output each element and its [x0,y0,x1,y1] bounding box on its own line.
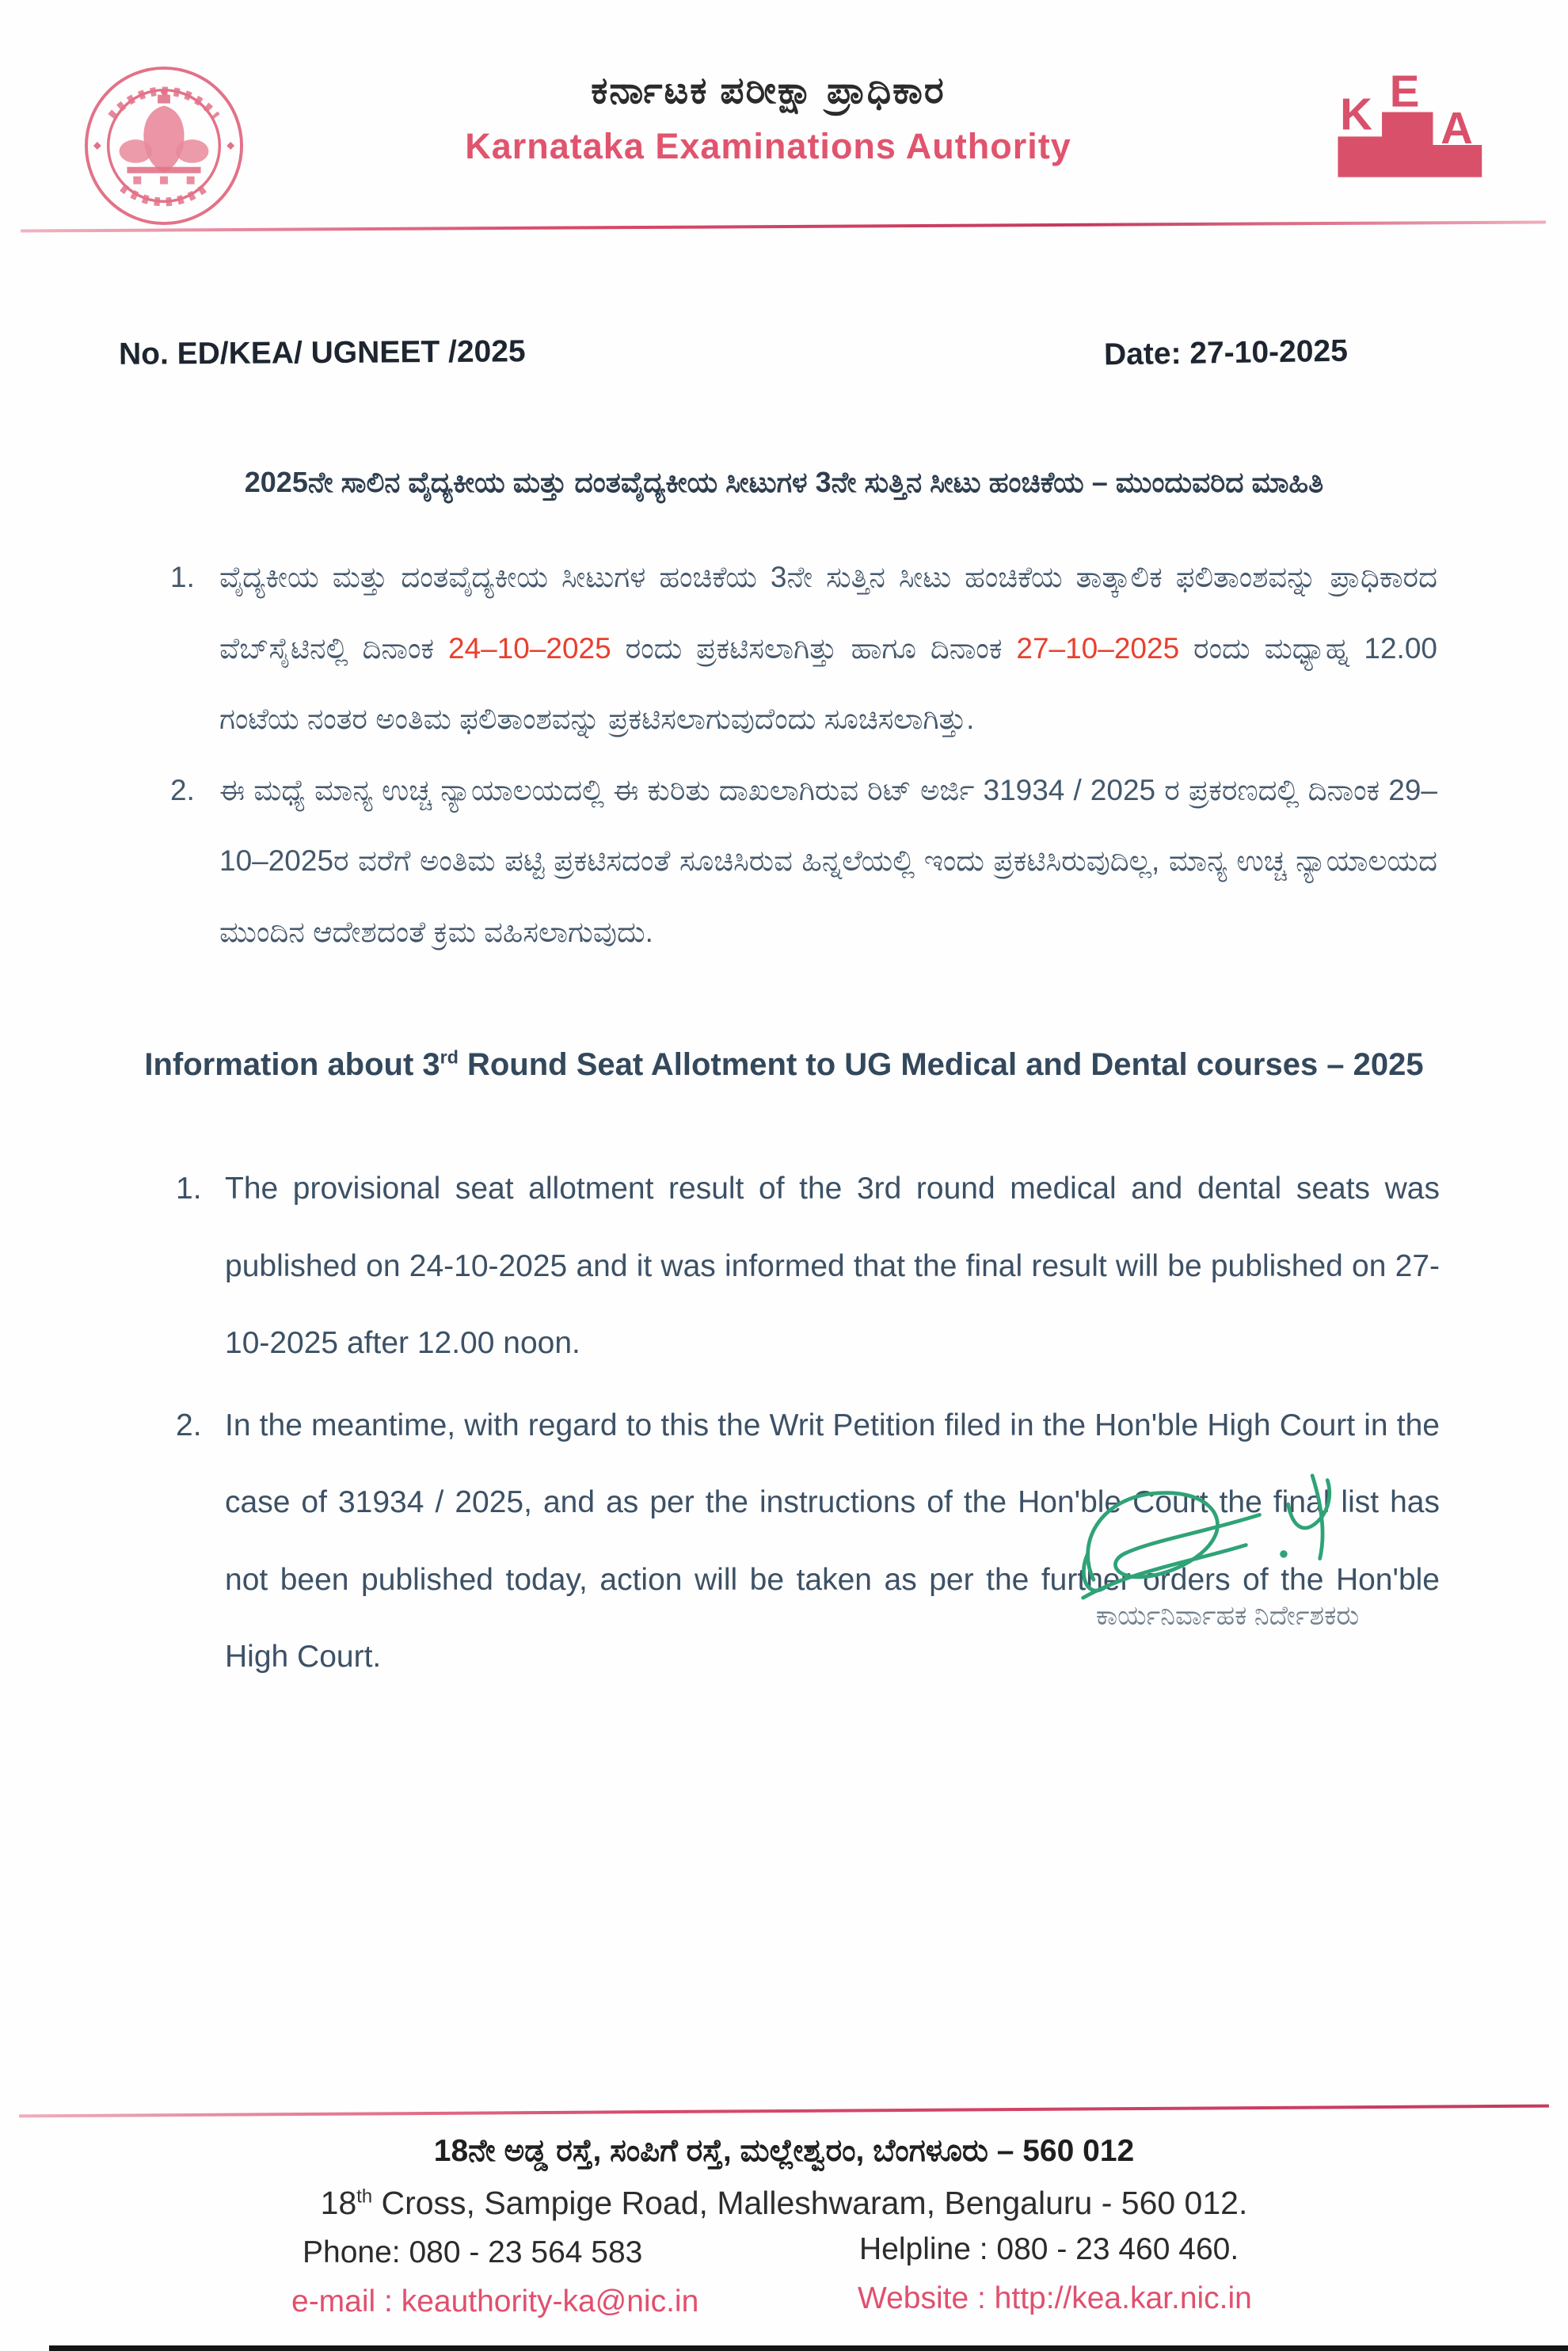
logo-letter-e: E [1389,66,1420,116]
kea-seal-icon [82,63,246,228]
list-item-text [219,542,1437,755]
highlighted-date: 24–10–2025 [447,631,611,665]
text-segment: ವೈದ್ಯಕೀಯ ಮತ್ತು ದಂತವೈದ್ಯಕೀಯ ಸೀಟುಗಳ ಹಂಚಿಕೆಯ 3ನೇ ಸುತ್ತಿನ ಸೀಟು ಹಂಚಿಕೆಯ ತಾತ್ಕಾಲಿಕ ಫಲಿತಾಂಶವನ್ನು ಪ್ರಾಧಿಕಾರದ ವೆಬ್‌ಸೈಟಿನಲ್ಲಿ ದಿನಾಂಕ [219,561,1437,665]
reference-row [118,333,1349,372]
text-segment: Round Seat Allotment to UG Medical and Dental courses – 2025 [458,1047,1424,1082]
highlighted-date: 27–10–2025 [1016,631,1180,665]
english-title: Karnataka Examinations Authority [465,126,1071,166]
signature-scribble-icon [1061,1457,1410,1616]
list-item [170,542,1437,755]
superscript: rd [440,1046,459,1068]
footer-divider [19,2105,1549,2118]
list-item-text [219,755,1437,968]
text-segment: The provisional seat allotment result of the 3rd round medical and dental seats was published on 24-10-2025 and it was informed that the final result will be published on 27-10-2025 after 12.00 noon. [225,1172,1440,1360]
signature-caption: ಕಾರ್ಯನಿರ್ವಾಹಕ ನಿರ್ದೇಶಕರು [1095,1601,1360,1631]
list-item-number: 1. [170,561,195,593]
header-titles [238,68,1299,167]
text-segment: In the meantime, with regard to this the Writ Petition filed in the Hon'ble High Court in the case of 31934 / 2025, and as per the instructions of the Hon'ble Court the final list has not been published today, action will be taken as per the further orders of the Hon'ble High Court. [225,1408,1440,1674]
kea-logo-icon [1305,41,1543,225]
footer-email: e-mail : keauthority-ka@nic.in [291,2284,699,2319]
list-item [170,755,1437,968]
reference-number: No. ED/KEA/ UGNEET /2025 [118,334,526,372]
footer-website: Website : http://kea.kar.nic.in [858,2281,1252,2315]
list-item-number: 1. [176,1172,202,1206]
text-segment: Cross, Sampige Road, Malleshwaram, Bengaluru - 560 012. [372,2185,1248,2221]
kannada-title: ಕರ್ನಾಟಕ ಪರೀಕ್ಷಾ ಪ್ರಾಧಿಕಾರ [591,69,946,111]
list-item [176,1150,1440,1382]
list-item-number: 2. [176,1408,202,1442]
footer-phone: Phone: 080 - 23 564 583 [303,2235,643,2269]
footer-kannada-address: 18ನೇ ಅಡ್ಡ ರಸ್ತೆ, ಸಂಪಿಗೆ ರಸ್ತೆ, ಮಲ್ಲೇಶ್ವರಂ, ಬೆಂಗಳೂರು – 560 012 [433,2134,1135,2168]
logo-letter-a: A [1441,103,1473,154]
english-heading [0,1047,1568,1083]
text-segment: ಈ ಮಧ್ಯೆ ಮಾನ್ಯ ಉಚ್ಚ ನ್ಯಾಯಾಲಯದಲ್ಲಿ ಈ ಕುರಿತು ದಾಖಲಾಗಿರುವ ರಿಟ್ ಅರ್ಜಿ 31934 / 2025 ರ ಪ್ರಕರಣದಲ್ಲಿ ದಿನಾಂಕ 29–10–2025ರ ವರೆಗೆ ಅಂತಿಮ ಪಟ್ಟಿ ಪ್ರಕಟಿಸದಂತೆ ಸೂಚಿಸಿರುವ ಹಿನ್ನಲೆಯಲ್ಲಿ ಇಂದು ಪ್ರಕಟಿಸಿರುವುದಿಲ್ಲ, ಮಾನ್ಯ ಉಚ್ಚ ನ್ಯಾಯಾಲಯದ ಮುಂದಿನ ಆದೇಶದಂತೆ ಕ್ರಮ ವಹಿಸಲಾಗುವುದು. [219,773,1437,948]
signature-block [1029,1457,1425,1632]
list-item-number: 2. [170,773,195,806]
text-segment: ರಂದು ಪ್ರಕಟಿಸಲಾಗಿತ್ತು ಹಾಗೂ ದಿನಾಂಕ [611,631,1017,665]
text-segment: Information about 3 [144,1047,440,1082]
bottom-border-line [49,2345,1568,2351]
superscript: th [356,2185,373,2208]
document-date: Date: 27-10-2025 [1103,333,1349,372]
footer-english-address [0,2185,1568,2222]
text-segment: ರಂದು ಮಧ್ಯಾಹ್ನ 12.00 ಗಂಟೆಯ ನಂತರ ಅಂತಿಮ ಫಲಿತಾಂಶವನ್ನು ಪ್ರಕಟಿಸಲಾಗುವುದೆಂದು ಸೂಚಿಸಲಾಗಿತ್ತು. [219,631,1437,736]
header-divider [21,220,1546,232]
list-item-text [225,1150,1440,1382]
kannada-heading: 2025ನೇ ಸಾಲಿನ ವೈದ್ಯಕೀಯ ಮತ್ತು ದಂತವೈದ್ಯಕೀಯ ಸೀಟುಗಳ 3ನೇ ಸುತ್ತಿನ ಸೀಟು ಹಂಚಿಕೆಯ – ಮುಂದುವರಿದ ಮಾಹಿತಿ [244,466,1324,498]
text-segment: 18 [320,2185,357,2221]
logo-letter-k: K [1340,89,1372,139]
kannada-list [170,542,1437,967]
footer-helpline: Helpline : 080 - 23 460 460. [859,2232,1239,2266]
